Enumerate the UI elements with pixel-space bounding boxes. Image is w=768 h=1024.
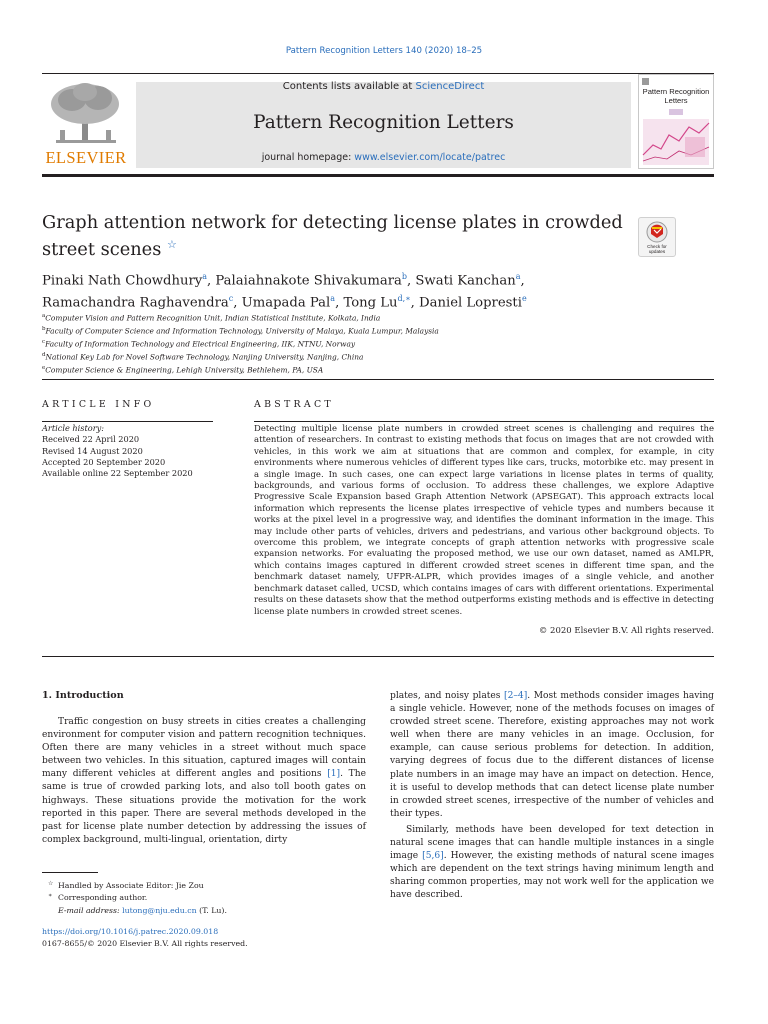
paragraph-text: Similarly, methods have been developed for text detection in natural scene images that can handle multiple instances in a single image <box>390 825 714 862</box>
intro-paragraph-1 <box>42 716 366 847</box>
journal-title: Pattern Recognition Letters <box>253 112 514 133</box>
author-name: Swati Kanchan <box>415 273 516 289</box>
author-affiliation-mark[interactable]: a <box>515 272 521 281</box>
article-history <box>42 423 242 479</box>
affiliation-list <box>42 311 714 376</box>
footnote-email <box>42 905 366 917</box>
affiliation-mark: d <box>42 352 46 359</box>
check-updates-label: Check for updates <box>647 244 667 254</box>
check-updates-icon <box>639 218 675 246</box>
footnote-editor-text: Handled by Associate Editor: Jie Zou <box>58 881 204 890</box>
email-link[interactable]: lutong@nju.edu.cn <box>122 905 197 915</box>
footnote-corresponding <box>42 892 366 904</box>
footnote-asterisk-mark: ∗ <box>48 892 53 900</box>
footnote-divider <box>42 872 98 873</box>
doi-link[interactable]: https://doi.org/10.1016/j.patrec.2020.09.018 <box>42 927 219 936</box>
abstract-heading: ABSTRACT <box>254 399 334 410</box>
author-name: Pinaki Nath Chowdhury <box>42 273 203 289</box>
article-info-divider <box>42 421 213 422</box>
cover-title: Pattern Recognition Letters <box>642 87 710 105</box>
author-affiliation-mark[interactable]: c <box>228 294 234 304</box>
author-list <box>42 268 714 313</box>
homepage-prefix: journal homepage: <box>261 152 355 163</box>
history-title: Article history: <box>42 423 104 433</box>
affiliation-item <box>42 363 714 376</box>
citation-link[interactable]: [2–4] <box>504 691 528 701</box>
affiliation-item <box>42 337 714 350</box>
paragraph-text: . Most methods consider images having a single vehicle. However, none of the methods focuses on images of crowded street scene. Therefore, existing approaches may not work well when there are many vehicles in an image. Occlusion, for example, can cause serious problems for detection. In addition, varying degrees of focus due to the different distances of license plate numbers in an image may have an impact on detection. Hence, it is useful to develop methods that can detect license plate number in crowded street scenes, irrespective of the number of vehicles and their types. <box>390 691 714 819</box>
abstract-copyright: © 2020 Elsevier B.V. All rights reserved. <box>538 626 714 636</box>
title-footnote-star-icon[interactable]: ☆ <box>166 238 177 251</box>
author-affiliation-mark[interactable]: a <box>330 294 336 304</box>
history-accepted: Accepted 20 September 2020 <box>42 456 166 467</box>
elsevier-logo <box>42 80 130 168</box>
contents-line <box>136 81 631 92</box>
section-heading-introduction: 1. Introduction <box>42 690 124 701</box>
history-revised: Revised 14 August 2020 <box>42 445 143 456</box>
affiliation-text: Faculty of Information Technology and Electrical Engineering, IIK, NTNU, Norway <box>45 339 356 349</box>
paragraph-text: . The same is true of crowded parking lots, and also toll booth gates on highways. These situations provide the motivation for the work reported in this paper. There are several methods developed in the past for license plate number detection by addressing the issues of complex background, multi-lingual, orientation, dirty <box>42 769 366 845</box>
author-name: Daniel Lopresti <box>419 295 522 311</box>
affiliation-mark: a <box>42 313 46 319</box>
affiliation-mark: b <box>42 326 46 333</box>
article-info-heading: ARTICLE INFO <box>42 399 155 410</box>
footnote-editor <box>42 880 366 892</box>
elsevier-wordmark: ELSEVIER <box>45 148 127 167</box>
affiliation-divider <box>42 379 714 380</box>
citation-link[interactable]: [5,6] <box>422 851 444 862</box>
citation-link[interactable]: [1] <box>327 769 341 780</box>
paragraph-text: . However, the existing methods of natural scene images which are dependent on the text strings having minimum length and sharing common properties, may not work well for the application we have described. <box>390 851 714 901</box>
header-thick-divider <box>42 174 714 177</box>
affiliation-item <box>42 350 714 363</box>
author-separator: , <box>407 273 416 289</box>
author-separator: , <box>335 295 344 311</box>
author-name: Umapada Pal <box>241 295 331 311</box>
journal-cover-thumbnail <box>638 74 714 169</box>
author-affiliation-mark[interactable]: d,∗ <box>397 294 411 304</box>
history-received: Received 22 April 2020 <box>42 434 140 445</box>
footnotes <box>42 880 366 917</box>
affiliation-mark: c <box>42 339 46 346</box>
author-separator: , <box>520 273 525 289</box>
paper-title <box>42 212 627 261</box>
author-name: Tong Lu <box>343 295 398 311</box>
email-label: E-mail address: <box>58 905 120 915</box>
paper-title-text: Graph attention network for detecting license plates in crowded street scenes <box>42 212 623 260</box>
journal-homepage-link[interactable]: www.elsevier.com/locate/patrec <box>354 152 506 163</box>
email-suffix: (T. Lu). <box>196 905 227 915</box>
author-affiliation-mark[interactable]: b <box>401 272 407 281</box>
affiliation-text: Computer Science & Engineering, Lehigh University, Bethlehem, PA, USA <box>45 365 324 375</box>
journal-reference[interactable]: Pattern Recognition Letters 140 (2020) 18–25 <box>285 46 483 56</box>
doi-block <box>42 926 366 951</box>
intro-paragraph-2 <box>390 824 714 903</box>
affiliation-text: Faculty of Computer Science and Information Technology, University of Malaya, Kuala Lumpur, Malaysia <box>45 326 439 336</box>
affiliation-mark: e <box>42 365 46 372</box>
abstract-text: Detecting multiple license plate numbers in crowded street scenes is challenging and requires the attention of researchers. In contrast to existing methods that focus on images that are not crowded with vehicles, in this work we aim at situations that are common and complex, for example, in city environments where numerous vehicles of different types like cars, trucks, motorbike etc. may present in a single image. In such cases, one can expect large variations in license plates in terms of quality, backgrounds, and various forms of occlusion. To address these challenges, we explore Adaptive Progressive Scale Expansion based Graph Attention Network (APSEGAT). This approach extracts local information which represents the license plates irrespective of vehicle types and numbers because it works at the pixel level in a progressive way, and identifies the dominant information in the image. This may include other parts of vehicles, drivers and pedestrians, and various other background objects. To overcome this problem, we integrate concepts of graph attention networks with progressive scale expansion networks. For evaluating the proposed method, we use our own dataset, named as AMLPR, which contains images captured in different crowded street scenes in different time span, and the benchmark dataset namely, UFPR-ALPR, which provides images of a single vehicle, and another benchmark dataset called, UCSD, which contains images of cars with different orientations. Experimental results on these datasets show that the method outperforms existing methods and is effective in detecting license plate numbers in crowded street scenes. <box>254 424 714 617</box>
abstract-bottom-divider <box>42 656 714 657</box>
check-for-updates-badge[interactable] <box>638 217 676 257</box>
homepage-line <box>136 152 631 163</box>
issn-copyright: 0167-8655/© 2020 Elsevier B.V. All rights reserved. <box>42 939 248 949</box>
affiliation-item <box>42 311 714 324</box>
footnote-star-mark: ☆ <box>48 880 54 887</box>
author-separator: , <box>233 295 242 311</box>
author-separator: , <box>207 273 216 289</box>
contents-prefix: Contents lists available at <box>282 81 416 92</box>
abstract-divider <box>254 421 714 422</box>
footnote-corresponding-text: Corresponding author. <box>58 893 148 903</box>
affiliation-item <box>42 324 714 337</box>
intro-paragraph-1-continued <box>390 690 714 821</box>
affiliation-text: Computer Vision and Pattern Recognition Unit, Indian Statistical Institute, Kolkata, India <box>45 313 381 323</box>
affiliation-text: National Key Lab for Novel Software Technology, Nanjing University, Nanjing, China <box>45 352 364 362</box>
author-name: Palaiahnakote Shivakumara <box>215 273 402 289</box>
header-divider <box>42 73 714 74</box>
author-name: Ramachandra Raghavendra <box>42 295 229 311</box>
sciencedirect-link[interactable]: ScienceDirect <box>415 81 485 92</box>
author-affiliation-mark[interactable]: e <box>521 294 527 304</box>
author-separator: , <box>410 295 420 311</box>
paragraph-text: plates, and noisy plates <box>390 691 505 701</box>
history-online: Available online 22 September 2020 <box>42 468 193 479</box>
author-affiliation-mark[interactable]: a <box>202 272 208 281</box>
elsevier-tree-icon <box>42 80 130 148</box>
paragraph-text: Traffic congestion on busy streets in cities creates a challenging environment for computer vision and pattern recognition techniques. Often there are many vehicles in a street without much space between two vehicles. In this situation, captured images will contain many different vehicles at different angles and positions <box>42 717 366 780</box>
